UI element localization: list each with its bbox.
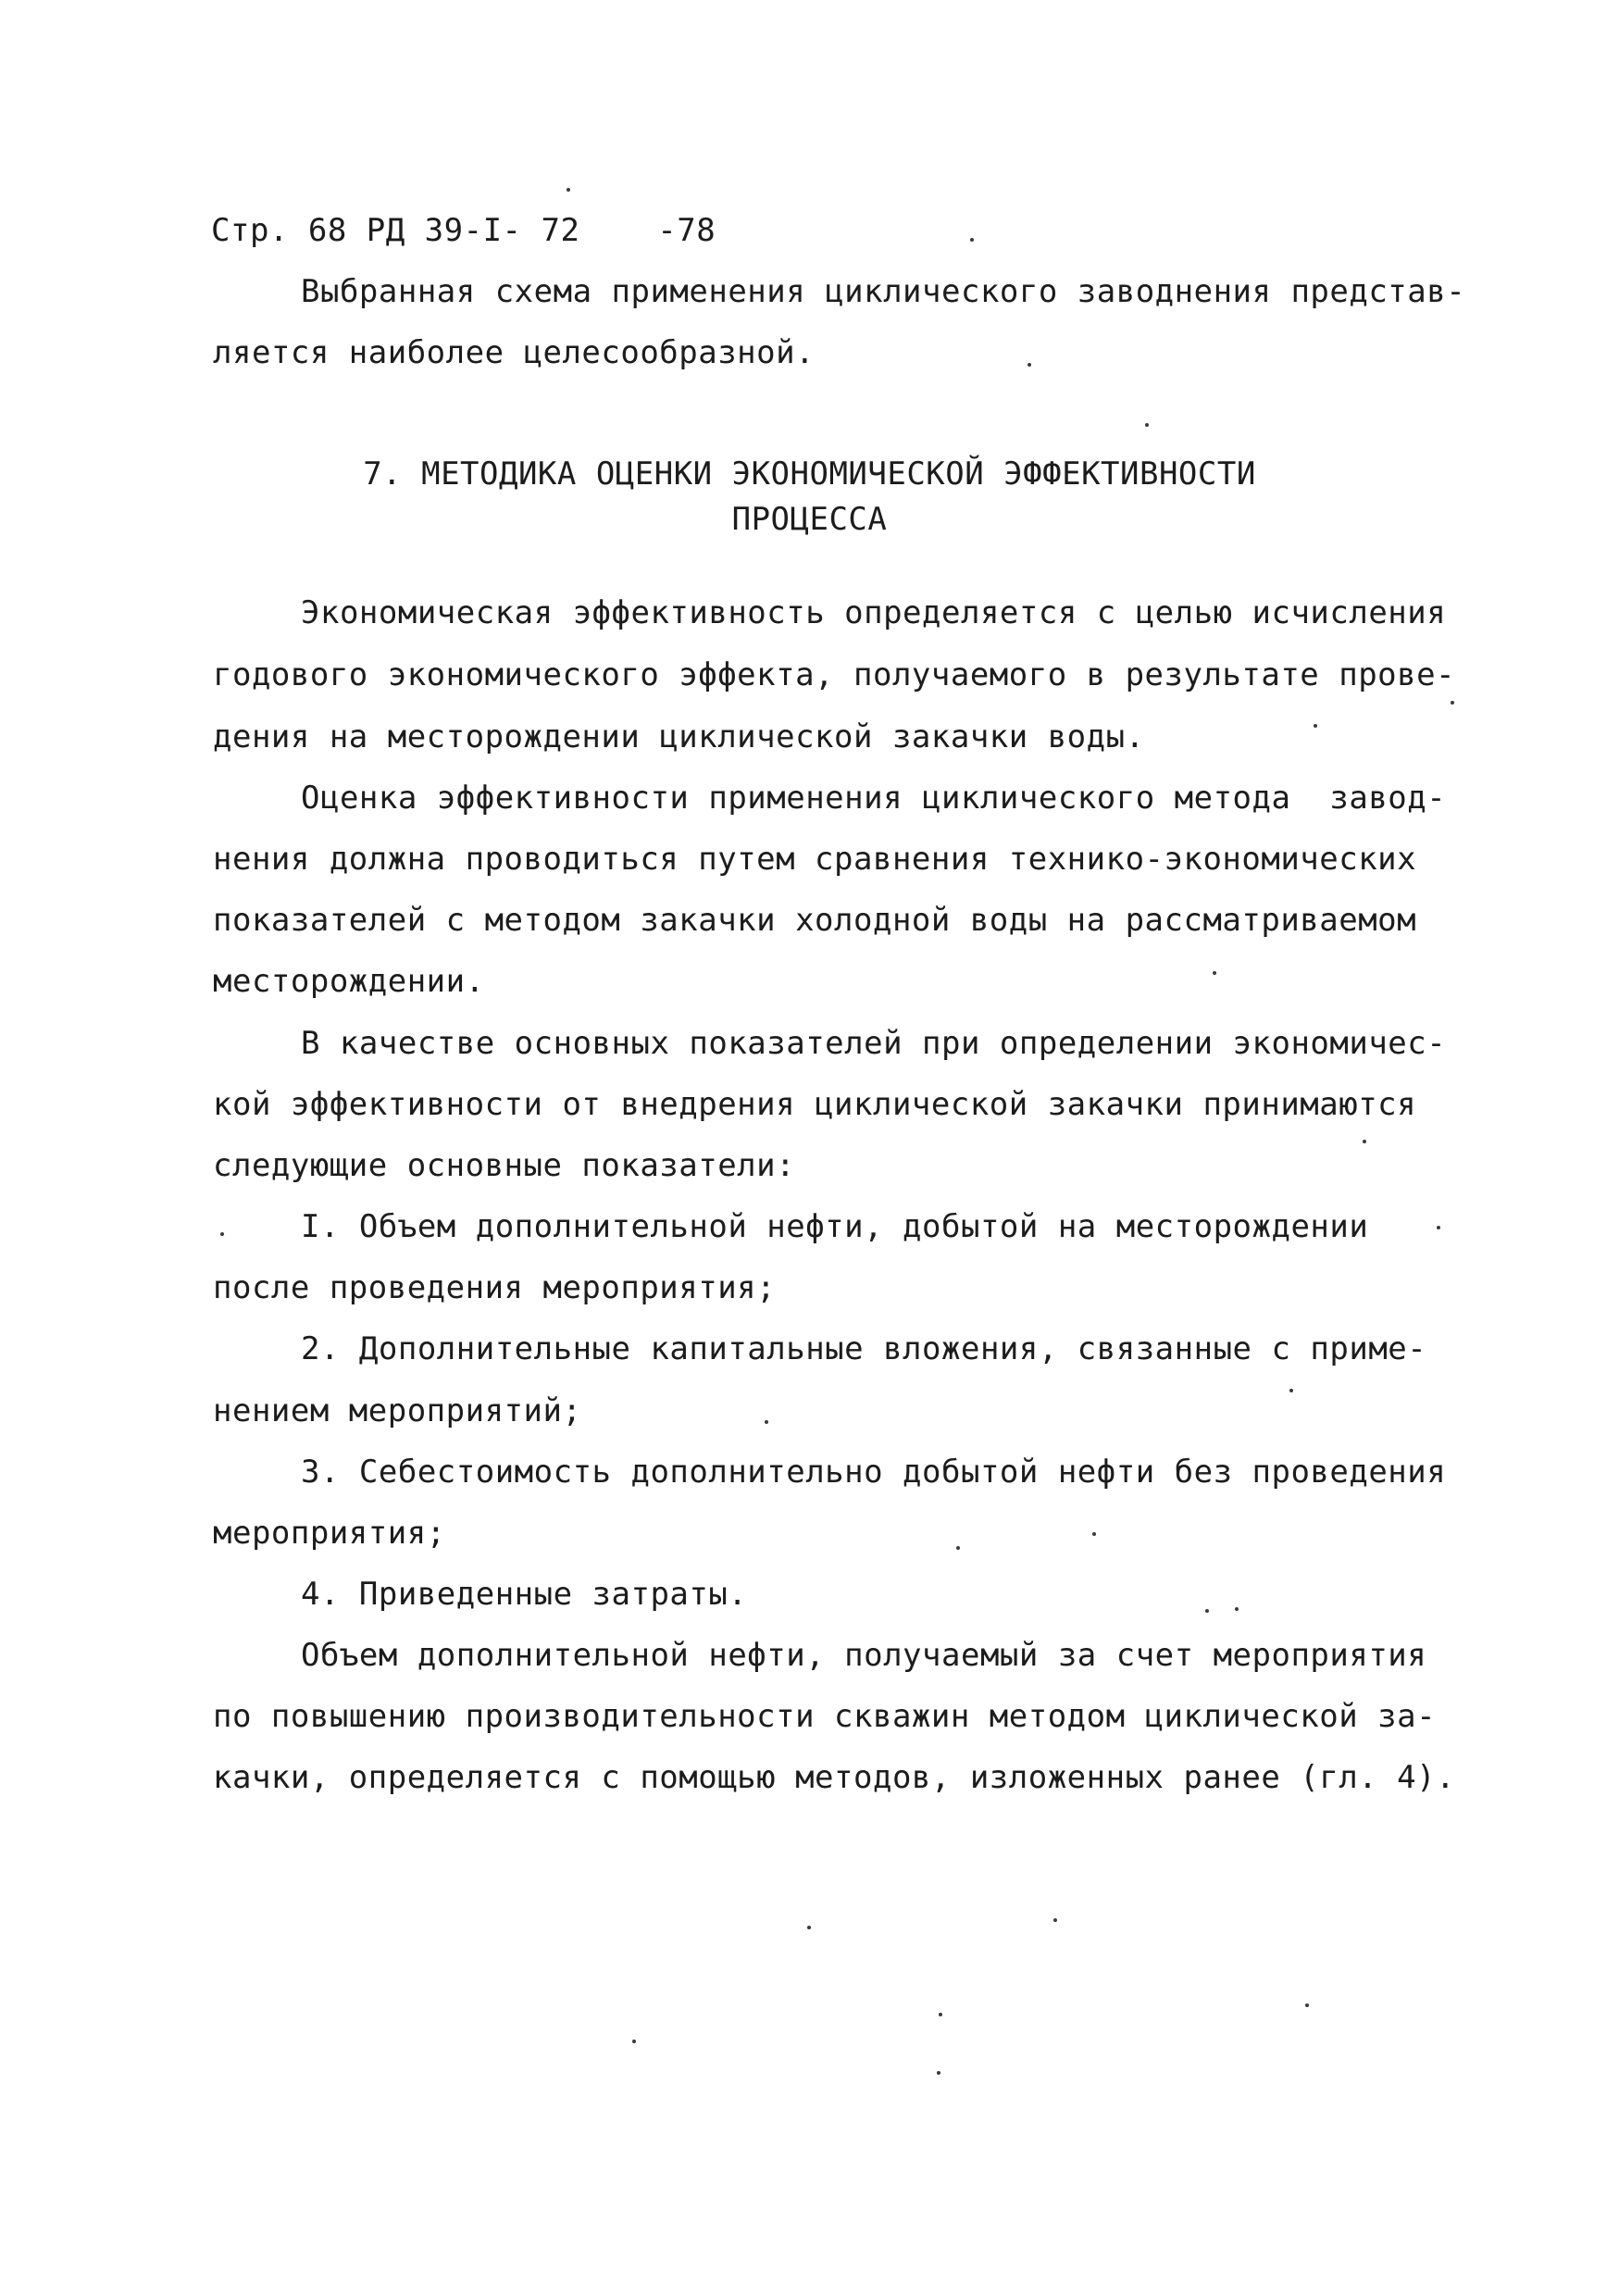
paragraph-line: годового экономического эффекта, получаемого в результате прове- [213, 656, 1456, 693]
paragraph-line: Экономическая эффективность определяется с целью исчисления [301, 594, 1447, 631]
list-item-4: 4. Приведенные затраты. [301, 1576, 748, 1613]
list-item-1-cont: после проведения мероприятия; [213, 1269, 777, 1306]
paragraph-line: кой эффективности от внедрения циклической закачки принимаются [213, 1086, 1417, 1123]
scan-speck [632, 2040, 636, 2043]
list-item-2-cont: нением мероприятий; [213, 1392, 582, 1429]
paragraph-line: нения должна проводиться путем сравнения технико-экономических [213, 841, 1417, 878]
scan-speck [1289, 1389, 1293, 1392]
scan-speck [1305, 2003, 1309, 2007]
intro-line-2: ляется наиболее целесообразной. [213, 334, 816, 371]
scan-speck [765, 1420, 768, 1424]
scan-speck [1092, 1532, 1096, 1536]
scan-speck [1235, 1607, 1239, 1611]
scan-speck [970, 238, 974, 242]
scan-speck [567, 188, 570, 192]
paragraph-line: месторождении. [213, 963, 485, 1000]
paragraph-line: по повышению производительности скважин методом циклической за- [213, 1698, 1437, 1735]
section-title-line-2: ПРОЦЕССА [731, 501, 888, 538]
list-item-3: 3. Себестоимость дополнительно добытой нефти без проведения [301, 1454, 1447, 1491]
list-item-1: I. Объем дополнительной нефти, добытой на месторождении [301, 1208, 1369, 1245]
scan-speck [956, 1546, 960, 1550]
scan-speck [1027, 363, 1031, 367]
paragraph-line: качки, определяется с помощью методов, изложенных ранее (гл. 4). [213, 1759, 1456, 1796]
scan-speck [1314, 724, 1317, 728]
scan-speck [1145, 423, 1149, 427]
list-item-3-cont: мероприятия; [213, 1515, 446, 1552]
scan-speck [939, 2013, 942, 2016]
scan-speck [937, 2071, 940, 2075]
paragraph-line: дения на месторождении циклической закачки воды. [213, 718, 1145, 755]
scan-speck [220, 1232, 224, 1236]
scan-speck [1451, 701, 1454, 705]
section-title-line-1: 7. МЕТОДИКА ОЦЕНКИ ЭКОНОМИЧЕСКОЙ ЭФФЕКТИВНОСТИ [363, 455, 1256, 493]
scan-speck [807, 1926, 811, 1929]
scan-speck [1053, 1918, 1057, 1922]
list-item-2: 2. Дополнительные капитальные вложения, связанные с приме- [301, 1330, 1427, 1367]
scan-speck [1437, 1226, 1440, 1229]
page-header: Стр. 68 РД 39-I- 72 -78 [211, 212, 716, 249]
paragraph-line: показателей с методом закачки холодной воды на рассматриваемом [213, 902, 1417, 939]
paragraph-line: В качестве основных показателей при определении экономичес- [301, 1025, 1447, 1062]
scan-speck [1363, 1140, 1366, 1143]
intro-line-1: Выбранная схема применения циклического заводнения представ- [301, 273, 1466, 310]
scan-speck [1205, 1609, 1209, 1613]
scan-speck [1213, 971, 1216, 975]
paragraph-line: следующие основные показатели: [213, 1147, 796, 1184]
paragraph-line: Оценка эффективности применения циклического метода завод- [301, 780, 1447, 817]
paragraph-line: Объем дополнительной нефти, получаемый за счет мероприятия [301, 1637, 1427, 1674]
